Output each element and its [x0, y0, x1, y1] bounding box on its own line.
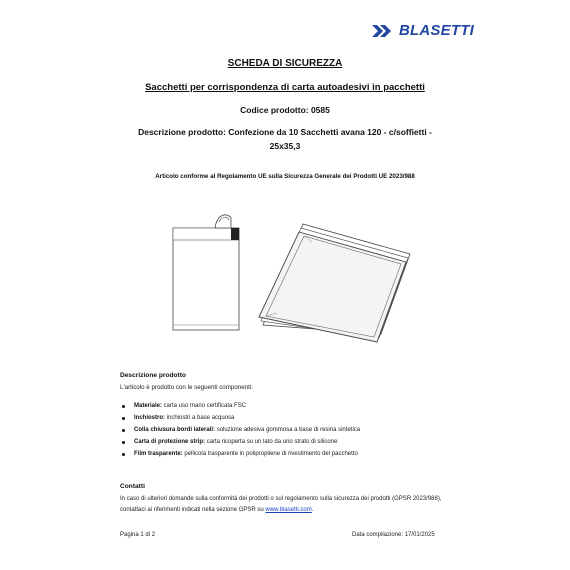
section-heading-contacts: Contatti: [120, 483, 145, 490]
document-subtitle: Sacchetti per corrispondenza di carta autoadesivi in pacchetti: [145, 82, 425, 93]
product-intro: L'articolo è prodotto con le seguenti componenti:: [120, 384, 253, 391]
product-description-line-1: Descrizione prodotto: Confezione da 10 Sacchetti avana 120 - c/soffietti -: [138, 127, 432, 137]
product-description: [0, 125, 570, 153]
list-item: Colla chiusura bordi laterali: soluzione adesiva gommosa a base di resina sintetica: [134, 424, 360, 436]
bullet-icon: [122, 441, 125, 444]
list-item: Inchiostro: inchiostri a base acquosa: [134, 412, 360, 424]
product-description-line-2: 25x35,3: [269, 141, 301, 151]
compliance-statement: Articolo conforme al Regolamento UE sulla Sicurezza Generale dei Prodotti UE 2023/988: [155, 173, 415, 180]
bullet-icon: [122, 429, 125, 432]
product-code: Codice prodotto: 0585: [240, 105, 330, 115]
website-link[interactable]: www.blasetti.com: [265, 507, 312, 513]
list-item: Film trasparente: pellicola trasparente in polipropilene di rivestimento del pacchetto: [134, 448, 360, 460]
document-title: SCHEDA DI SICUREZZA: [227, 58, 343, 69]
envelope-icon: [173, 215, 239, 330]
product-illustration: [165, 210, 415, 350]
contacts-text: In caso di ulteriori domande sulla conformità dei prodotti o sul regolamento sulla sicurezza dei prodotti (GPSR 2023/988), contattaci ai riferimenti indicati nella sezione GPSR su www.blasetti.com.: [120, 496, 442, 513]
list-item: Materiale: carta uso mano certificata FSC: [134, 400, 360, 412]
components-list: [134, 400, 360, 460]
envelope-pack-icon: [259, 224, 410, 342]
list-item: Carta di protezione strip: carta ricoperta su un lato da uno strato di silicone: [134, 436, 360, 448]
section-heading-product: Descrizione prodotto: [120, 372, 186, 379]
page-number: Pagina 1 di 2: [120, 532, 156, 538]
compilation-date: Data compilazione: 17/01/2025: [352, 532, 435, 538]
brand-logo: [372, 22, 474, 39]
bullet-icon: [122, 453, 125, 456]
bullet-icon: [122, 405, 125, 408]
logo-text: BLASETTI: [399, 22, 474, 39]
logo-arrows-icon: [372, 25, 396, 37]
bullet-icon: [122, 417, 125, 420]
